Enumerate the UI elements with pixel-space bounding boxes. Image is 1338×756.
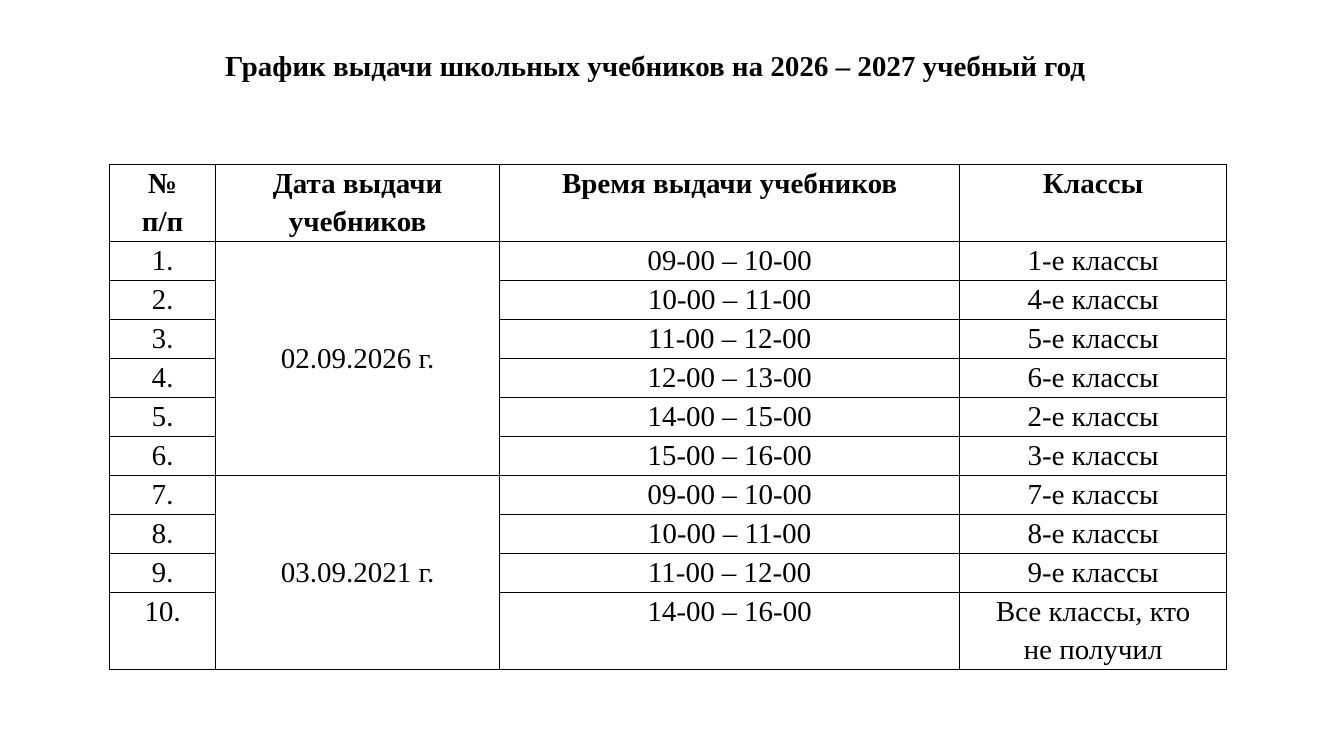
row-number: 8. (110, 515, 216, 554)
row-time: 11-00 – 12-00 (500, 320, 960, 359)
page-title: График выдачи школьных учебников на 2026 – 2027 учебный год (225, 51, 1085, 83)
row-number: 7. (110, 476, 216, 515)
row-classes: 5-е классы (960, 320, 1227, 359)
row-time: 10-00 – 11-00 (500, 281, 960, 320)
row-number: 10. (110, 593, 216, 670)
header-number (110, 165, 216, 242)
row-time: 09-00 – 10-00 (500, 242, 960, 281)
row-classes: 7-е классы (960, 476, 1227, 515)
date-cell: 02.09.2026 г. (216, 242, 500, 476)
header-date-line2: учебников (288, 206, 427, 238)
row-time: 15-00 – 16-00 (500, 437, 960, 476)
header-date (216, 165, 500, 242)
row-classes-line2: не получил (1023, 634, 1163, 666)
row-number: 2. (110, 281, 216, 320)
row-classes: 4-е классы (960, 281, 1227, 320)
row-time: 11-00 – 12-00 (500, 554, 960, 593)
row-number: 4. (110, 359, 216, 398)
header-classes: Классы (960, 165, 1227, 242)
header-number-line1: № (147, 168, 178, 200)
header-number-line2: п/п (141, 206, 184, 238)
header-date-line1: Дата выдачи (272, 168, 443, 200)
table-header-row (110, 165, 1227, 242)
row-classes: 1-е классы (960, 242, 1227, 281)
row-number: 3. (110, 320, 216, 359)
row-classes: 8-е классы (960, 515, 1227, 554)
schedule-table (109, 164, 1227, 670)
row-time: 14-00 – 15-00 (500, 398, 960, 437)
row-time: 09-00 – 10-00 (500, 476, 960, 515)
row-classes: 6-е классы (960, 359, 1227, 398)
row-classes: 3-е классы (960, 437, 1227, 476)
row-time: 12-00 – 13-00 (500, 359, 960, 398)
row-time: 14-00 – 16-00 (500, 593, 960, 670)
table-row (110, 476, 1227, 515)
row-classes (960, 593, 1227, 670)
table-row (110, 242, 1227, 281)
row-number: 6. (110, 437, 216, 476)
row-number: 9. (110, 554, 216, 593)
row-number: 5. (110, 398, 216, 437)
row-classes: 2-е классы (960, 398, 1227, 437)
row-number: 1. (110, 242, 216, 281)
header-time: Время выдачи учебников (500, 165, 960, 242)
row-time: 10-00 – 11-00 (500, 515, 960, 554)
row-classes-line1: Все классы, кто (995, 596, 1191, 628)
date-cell: 03.09.2021 г. (216, 476, 500, 670)
row-classes: 9-е классы (960, 554, 1227, 593)
